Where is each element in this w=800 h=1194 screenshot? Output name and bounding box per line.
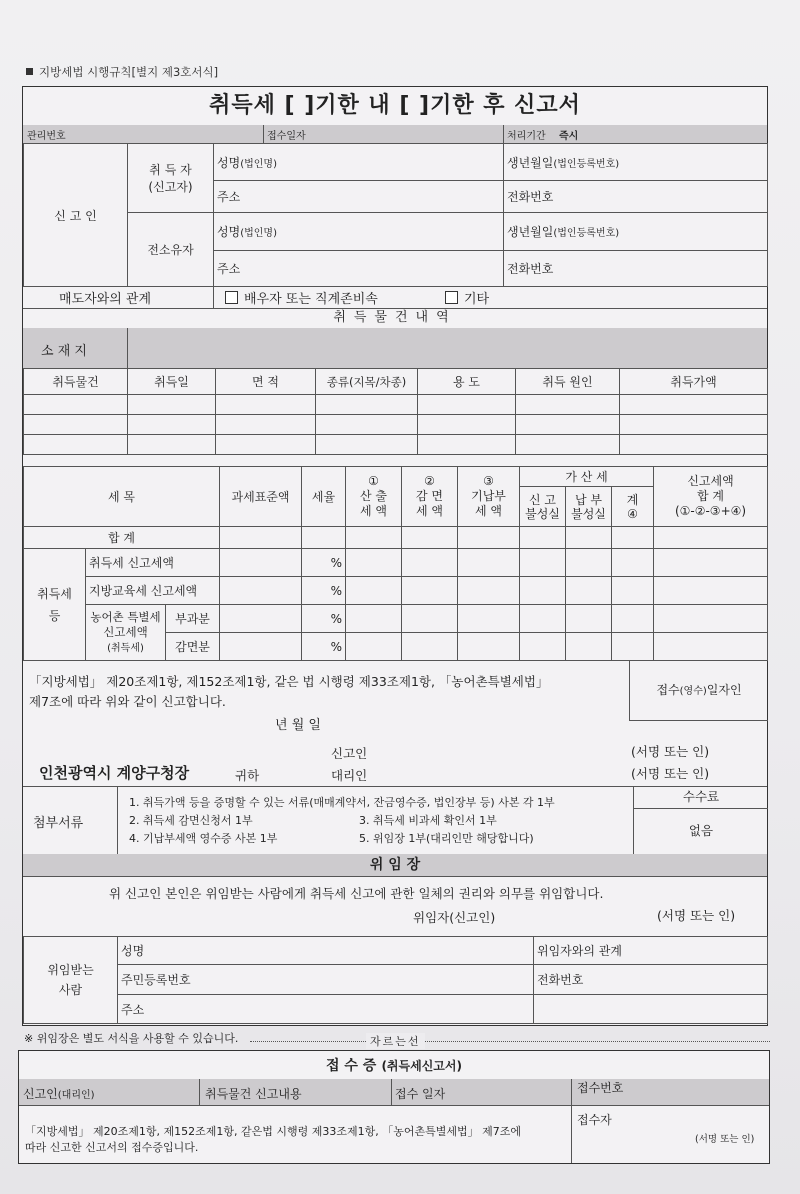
tax-row-acq[interactable]: 취득세 등 취득세 신고세액 % bbox=[24, 549, 768, 577]
delegate-name-field[interactable]: 성명 bbox=[118, 937, 534, 965]
calc-tax-header: ① 산 출 세 액 bbox=[346, 467, 402, 527]
top-info-row bbox=[23, 125, 767, 144]
cut-line bbox=[250, 1041, 770, 1042]
receipt-number-label: 접수번호 bbox=[577, 1081, 624, 1095]
col-area: 면 적 bbox=[216, 369, 316, 395]
relation-option-family[interactable]: 배우자 또는 직계존비속 bbox=[221, 288, 378, 307]
agent-sign-label: 대리인 bbox=[331, 768, 368, 783]
delegate-phone-field[interactable]: 전화번호 bbox=[534, 965, 768, 995]
relation-label: 매도자와의 관계 bbox=[59, 292, 152, 307]
footnote: ※ 위임장은 별도 서식을 사용할 수 있습니다. bbox=[24, 1032, 239, 1045]
prepaid-tax-header: ③ 기납부 세 액 bbox=[458, 467, 520, 527]
receipt-stamp-box: 접수(영수)일자인 bbox=[629, 660, 768, 721]
process-period-label: 처리기간 bbox=[507, 131, 546, 142]
tax-row-rural-imposed[interactable]: 농어촌 특별세 신고세액 (취득세) 부과분 % bbox=[24, 605, 768, 633]
tax-item-header: 세 목 bbox=[24, 467, 220, 527]
attachments-block bbox=[23, 786, 767, 855]
col-acq-date: 취득일 bbox=[128, 369, 216, 395]
location-row bbox=[23, 328, 767, 369]
tax-table bbox=[23, 466, 767, 660]
acquirer-label: 취 득 자 (신고자) bbox=[128, 144, 214, 213]
receipt-date-label: 접수일자 bbox=[267, 131, 306, 142]
penalty-payment-header: 납 부 불성실 bbox=[566, 487, 612, 527]
attachment-item-4: 4. 기납부세액 영수증 사본 1부 bbox=[129, 832, 278, 845]
penalty-header: 가 산 세 bbox=[520, 467, 654, 487]
property-row[interactable] bbox=[24, 395, 768, 415]
property-row[interactable] bbox=[24, 435, 768, 455]
receipt-filer-label: 신고인(대리인) bbox=[23, 1087, 95, 1101]
declaration-date: 년 월 일 bbox=[275, 718, 321, 733]
property-row[interactable] bbox=[24, 415, 768, 435]
receipt-text-2: 따라 신고한 신고서의 접수증입니다. bbox=[25, 1141, 199, 1154]
acquirer-phone-field[interactable]: 전화번호 bbox=[504, 181, 768, 213]
declaration-block bbox=[23, 660, 767, 787]
tax-row-rural-reduced[interactable]: 감면분 % bbox=[24, 633, 768, 661]
owner-name-field[interactable]: 성명(법인명) bbox=[214, 213, 504, 251]
office-honorific: 귀하 bbox=[235, 768, 260, 783]
tax-rate-header: 세율 bbox=[302, 467, 346, 527]
property-section-title: 취득물건내역 bbox=[23, 308, 767, 329]
attachment-item-2: 2. 취득세 감면신청서 1부 bbox=[129, 814, 253, 827]
delegation-statement bbox=[23, 876, 767, 937]
total-declared-header: 신고세액 합 계 (①-②-③+④) bbox=[654, 467, 768, 527]
col-cause: 취득 원인 bbox=[516, 369, 620, 395]
receipt-text-1: 「지방세법」 제20조제1항, 제152조제1항, 같은법 시행령 제33조제1항, 「농어촌특별세법」 제7조에 bbox=[25, 1125, 521, 1138]
reduction-tax-header: ② 감 면 세 액 bbox=[402, 467, 458, 527]
attachment-item-3: 3. 취득세 비과세 확인서 1부 bbox=[359, 814, 497, 827]
attachments-label: 첨부서류 bbox=[33, 816, 84, 831]
delegate-address-field[interactable]: 주소 bbox=[118, 995, 534, 1024]
main-form bbox=[22, 86, 768, 1026]
col-price: 취득가액 bbox=[620, 369, 768, 395]
form-title: 취득세 [ ]기한 내 [ ]기한 후 신고서 bbox=[23, 87, 767, 126]
location-label: 소 재 지 bbox=[41, 344, 87, 359]
cut-line-label: 자르는선 bbox=[366, 1033, 425, 1049]
tax-row-edu[interactable]: 지방교육세 신고세액 % bbox=[24, 577, 768, 605]
tax-base-header: 과세표준액 bbox=[220, 467, 302, 527]
delegator-label: 위임자(신고인) bbox=[413, 910, 496, 925]
owner-phone-field[interactable]: 전화번호 bbox=[504, 251, 768, 287]
fee-box bbox=[633, 786, 768, 854]
acquirer-address-field[interactable]: 주소 bbox=[214, 181, 504, 213]
fee-value: 없음 bbox=[688, 823, 714, 838]
delegation-text: 위 신고인 본인은 위임받는 사람에게 취득세 신고에 관한 일체의 권리와 의무를 위임합니다. bbox=[109, 886, 604, 901]
relation-row bbox=[23, 286, 767, 309]
rural-tax-label: 농어촌 특별세 신고세액 (취득세) bbox=[86, 605, 166, 661]
checkbox-icon[interactable] bbox=[445, 291, 458, 304]
filer-sign-label: 신고인 bbox=[331, 746, 368, 761]
receipt-title: 접 수 증 (취득세신고서) bbox=[19, 1051, 769, 1080]
receipt-form bbox=[18, 1050, 770, 1164]
attachment-item-5: 5. 위임장 1부(대리인만 해당합니다) bbox=[359, 832, 534, 845]
agent-sign-field[interactable]: (서명 또는 인) bbox=[631, 766, 710, 781]
filer-block bbox=[23, 143, 767, 286]
filer-sign-field[interactable]: (서명 또는 인) bbox=[631, 744, 710, 759]
penalty-filing-header: 신 고 불성실 bbox=[520, 487, 566, 527]
owner-birth-field[interactable]: 생년월일(법인등록번호) bbox=[504, 213, 768, 251]
acquirer-name-field[interactable]: 성명(법인명) bbox=[214, 144, 504, 181]
mgmt-no-label: 관리번호 bbox=[27, 131, 66, 142]
col-use: 용 도 bbox=[418, 369, 516, 395]
receipt-content-label: 취득물건 신고내용 bbox=[205, 1087, 302, 1101]
square-bullet-icon bbox=[26, 68, 33, 75]
checkbox-icon[interactable] bbox=[225, 291, 238, 304]
receipt-header-row bbox=[19, 1079, 769, 1106]
delegate-table bbox=[23, 936, 767, 1025]
owner-address-field[interactable]: 주소 bbox=[214, 251, 504, 287]
declaration-text-1: 「지방세법」 제20조제1항, 제152조제1항, 같은 법 시행령 제33조제1항, 「농어촌특별세법」 bbox=[29, 674, 549, 689]
delegator-sign-field[interactable]: (서명 또는 인) bbox=[657, 908, 736, 923]
form-number-header: 지방세법 시행규칙[별지 제3호서식] bbox=[26, 64, 218, 80]
tax-group-label: 취득세 등 bbox=[24, 549, 86, 661]
filer-label: 신 고 인 bbox=[24, 144, 128, 287]
delegate-relation-field[interactable]: 위임자와의 관계 bbox=[534, 937, 768, 965]
col-type: 종류(지목/차종) bbox=[316, 369, 418, 395]
relation-option-other[interactable]: 기타 bbox=[441, 288, 489, 307]
property-table bbox=[23, 368, 767, 466]
receipt-body bbox=[19, 1105, 769, 1163]
process-period-value: 즉시 bbox=[559, 131, 579, 142]
office-name: 인천광역시 계양구청장 bbox=[39, 764, 190, 782]
fee-label: 수수료 bbox=[634, 786, 768, 809]
receipt-date-label: 접수 일자 bbox=[395, 1087, 446, 1101]
tax-sum-row[interactable]: 합 계 bbox=[24, 527, 768, 549]
receipt-receiver-label: 접수자 bbox=[577, 1113, 612, 1127]
attachment-item-1: 1. 취득가액 등을 증명할 수 있는 서류(매매계약서, 잔금영수증, 법인장부 등) 사본 각 1부 bbox=[129, 796, 555, 809]
previous-owner-label: 전소유자 bbox=[128, 213, 214, 287]
col-property: 취득물건 bbox=[24, 369, 128, 395]
delegate-label: 위임받는 사람 bbox=[24, 937, 118, 1024]
declaration-text-2: 제7조에 따라 위와 같이 신고합니다. bbox=[29, 694, 226, 709]
acquirer-birth-field[interactable]: 생년월일(법인등록번호) bbox=[504, 144, 768, 181]
delegation-title: 위 임 장 bbox=[23, 854, 767, 877]
receipt-receiver-sign[interactable]: (서명 또는 인) bbox=[695, 1134, 755, 1145]
delegate-rrn-field[interactable]: 주민등록번호 bbox=[118, 965, 534, 995]
penalty-sum-header: 계 ④ bbox=[612, 487, 654, 527]
